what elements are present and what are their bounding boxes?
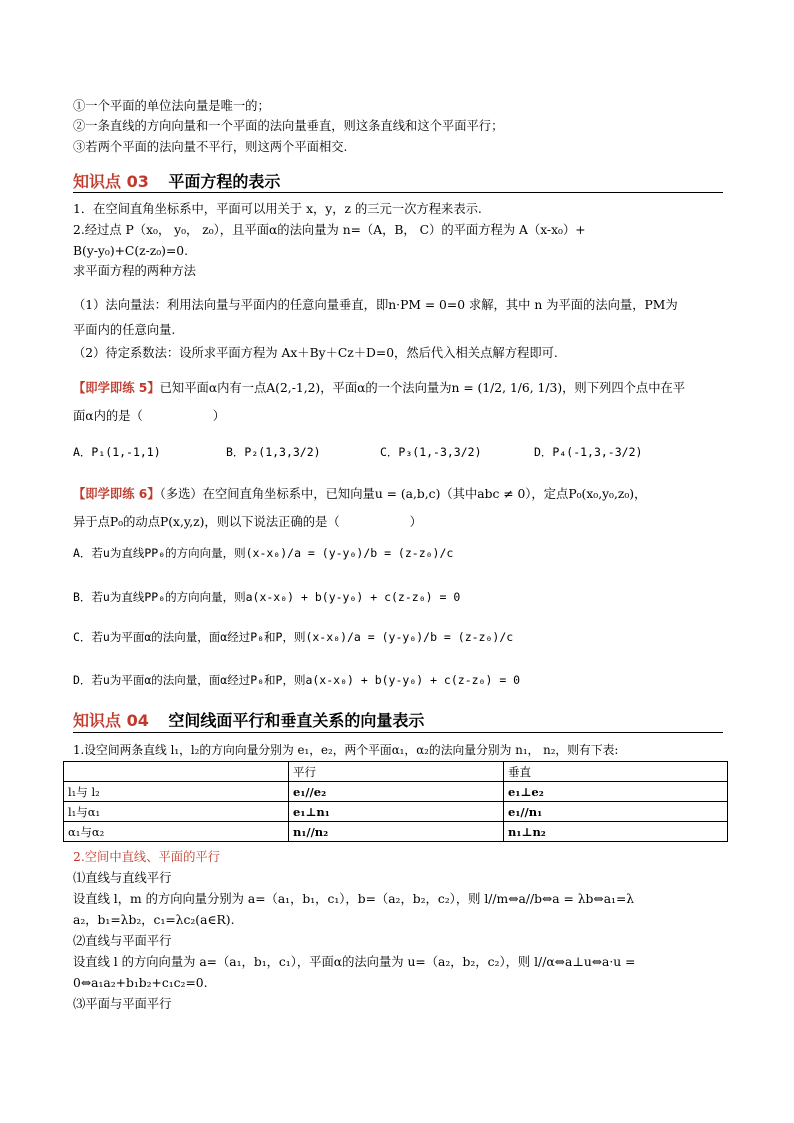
kp03-point-2b: B(y-y₀)+C(z-z₀)=0.	[73, 244, 188, 258]
exercise-5-question-end: 面α内的是（	[73, 409, 143, 423]
kp03-method-2: （2）待定系数法：设所求平面方程为 Ax＋By＋Cz＋D=0，然后代入相关点解方程即可.	[73, 346, 558, 360]
table-cell: l₁与 l₂	[64, 782, 289, 802]
kp03-method-1b: 平面内的任意向量.	[73, 323, 176, 337]
answer-paren: ）	[409, 515, 422, 529]
exercise-6-question-end: 异于点P₀的动点P(x,y,z)，则以下说法正确的是（	[73, 515, 340, 529]
exercise-6-option-a: A．若u为直线PP₀的方向向量，则(x-x₀)/a = (y-y₀)/b = (z-z₀)/c	[73, 546, 454, 560]
exercise-5-option-d: D．P₄(-1,3,-3/2)	[534, 445, 643, 459]
kp04-sub-2-3: ⑶平面与平面平行	[73, 997, 172, 1011]
kp03-point-2a: 2.经过点 P（x₀， y₀， z₀），且平面α的法向量为 n=（A，B， C）的平面方程为 A（x-x₀）+	[73, 223, 586, 237]
section-tag: 知识点 04	[73, 711, 149, 730]
section-title: 空间线面平行和垂直关系的向量表示	[168, 711, 425, 730]
exercise-5-line-1	[73, 380, 685, 396]
relation-table	[63, 761, 728, 842]
section-heading-kp03	[73, 169, 280, 192]
exercise-5-option-a: A．P₁(1,-1,1)	[73, 445, 161, 459]
table-cell: n₁⊥n₂	[504, 822, 728, 842]
exercise-6-option-d: D．若u为平面α的法向量，面α经过P₀和P，则a(x-x₀) + b(y-y₀) + c(z-z₀) = 0	[73, 673, 521, 687]
table-row	[64, 802, 728, 822]
table-cell: l₁与α₁	[64, 802, 289, 822]
answer-paren: ）	[212, 409, 226, 423]
exercise-5-line-2	[73, 408, 225, 424]
exercise-tag: 【即学即练 6】	[73, 487, 160, 501]
kp03-methods-heading: 求平面方程的两种方法	[73, 264, 196, 278]
kp03-method-1a: （1）法向量法：利用法向量与平面内的任意向量垂直，即n·PM = 0=0 求解，其中 n 为平面的法向量，PM为	[73, 298, 678, 312]
section-divider	[73, 732, 723, 733]
table-header-cell	[64, 762, 289, 782]
section-heading-kp04	[73, 708, 424, 731]
statement-2: ②一条直线的方向向量和一个平面的法向量垂直，则这条直线和这个平面平行；	[73, 119, 504, 133]
exercise-5-option-c: C．P₃(1,-3,3/2)	[380, 445, 482, 459]
kp04-sub-2-2: ⑵直线与平面平行	[73, 934, 172, 948]
exercise-6-line-1	[73, 486, 646, 502]
table-cell: e₁//n₁	[504, 802, 728, 822]
exercise-5-question: 已知平面α内有一点A(2,-1,2)，平面α的一个法向量为n = (1/2, 1/6, 1/3)，则下列四个点中在平	[159, 381, 686, 395]
statement-1: ①一个平面的单位法向量是唯一的；	[73, 99, 270, 113]
kp04-subheading-2: 2.空间中直线、平面的平行	[73, 850, 220, 864]
section-tag: 知识点 03	[73, 172, 149, 191]
kp04-sub-2-1-a: 设直线 l，m 的方向向量分别为 a=（a₁，b₁，c₁），b=（a₂，b₂，c₂），则 l//m⇔a//b⇔a = λb⇔a₁=λ	[73, 892, 635, 906]
exercise-6-option-b: B．若u为直线PP₀的方向向量，则a(x-x₀) + b(y-y₀) + c(z-z₀) = 0	[73, 590, 461, 604]
table-cell: α₁与α₂	[64, 822, 289, 842]
section-title: 平面方程的表示	[168, 172, 281, 191]
table-cell: n₁//n₂	[289, 822, 504, 842]
table-cell: e₁//e₂	[289, 782, 504, 802]
exercise-tag: 【即学即练 5】	[73, 381, 160, 395]
section-divider	[73, 192, 723, 193]
statement-3: ③若两个平面的法向量不平行，则这两个平面相交.	[73, 140, 348, 154]
table-cell: e₁⊥n₁	[289, 802, 504, 822]
table-header-cell: 平行	[289, 762, 504, 782]
kp03-point-1: 1．在空间直角坐标系中，平面可以用关于 x，y，z 的三元一次方程来表示.	[73, 202, 482, 216]
table-row	[64, 782, 728, 802]
kp04-sub-2-2-b: 0⇔a₁a₂+b₁b₂+c₁c₂=0.	[73, 976, 208, 990]
kp04-intro: 1.设空间两条直线 l₁，l₂的方向向量分别为 e₁，e₂，两个平面α₁，α₂的法向量分别为 n₁， n₂，则有下表:	[73, 743, 619, 757]
exercise-6-line-2	[73, 514, 422, 530]
exercise-6-option-c: C．若u为平面α的法向量，面α经过P₀和P，则(x-x₀)/a = (y-y₀)/b = (z-z₀)/c	[73, 630, 514, 644]
table-header-cell: 垂直	[504, 762, 728, 782]
exercise-6-question: （多选）在空间直角坐标系中，已知向量u = (a,b,c)（其中abc ≠ 0），定点P₀(x₀,y₀,z₀)，	[159, 487, 647, 501]
kp04-sub-2-1: ⑴直线与直线平行	[73, 871, 172, 885]
kp04-sub-2-2-a: 设直线 l 的方向向量为 a=（a₁，b₁，c₁），平面α的法向量为 u=（a₂，b₂，c₂），则 l//α⇔a⊥u⇔a·u =	[73, 955, 636, 969]
kp04-sub-2-1-b: a₂，b₁=λb₂，c₁=λc₂(a∈R).	[73, 913, 235, 927]
exercise-5-option-b: B．P₂(1,3,3/2)	[226, 445, 321, 459]
table-cell: e₁⊥e₂	[504, 782, 728, 802]
table-row	[64, 822, 728, 842]
table-header-row	[64, 762, 728, 782]
